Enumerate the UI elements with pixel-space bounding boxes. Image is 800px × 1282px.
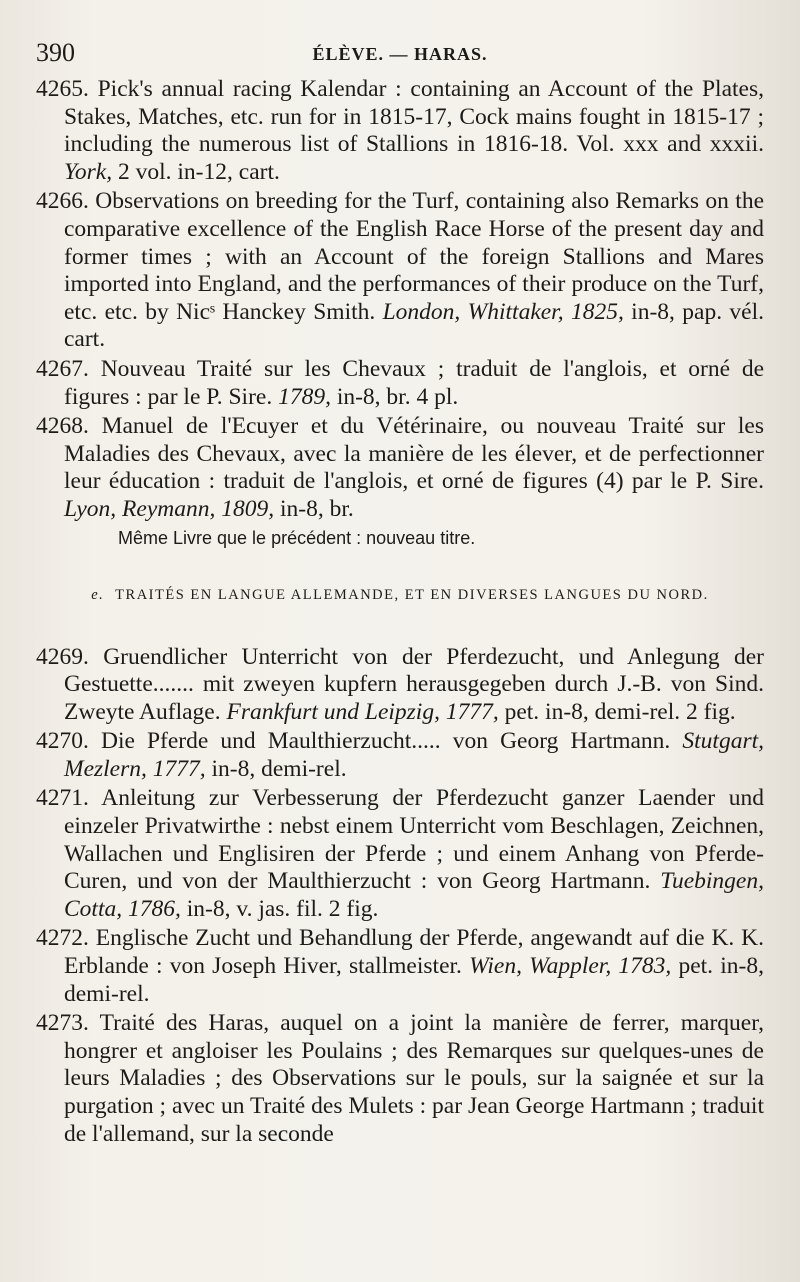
entry-format: pet. in-8, demi-rel. 2 fig. [498, 698, 736, 725]
entry-text: Traité des Haras, auquel on a joint la manière de ferrer, marquer, hongrer et angloiser les Poulains ; des Remarques sur quelques-unes de leurs Maladies ; des Observations sur le pouls, sur la saignée et sur la purgation ; avec un Traité des Mulets : par Jean George Hartmann ; traduit de l'allemand, sur la seconde [64, 1010, 764, 1147]
entry-imprint: Wien, Wappler, 1783, [469, 953, 672, 980]
entry-number: 4265. [36, 76, 89, 102]
entry-text: Pick's annual racing Kalendar : containing an Account of the Plates, Stakes, Matches, etc. run for in 1815-17, Cock mains fought in 1815-17 ; including the numerous list of Stallions in 1816-18. Vol. xxx and xxxii. [64, 76, 765, 158]
page-content [36, 76, 764, 1150]
catalog-entry [36, 188, 764, 354]
catalog-entry [36, 785, 764, 923]
catalog-entry [36, 925, 764, 1008]
entry-format: 2 vol. in-12, cart. [112, 158, 280, 185]
entry-text: Observations on breeding for the Turf, containing also Remarks on the comparative excellence of the English Race Horse of the present day and former times ; with an Account of the foreign Stallions and Mares imported into England, and the performances of their produce on the Turf, etc. etc. by Nicˢ Hanckey Smith. [64, 188, 764, 325]
entry-number: 4266. [36, 188, 89, 215]
entry-text: Gruendlicher Unterricht von der Pferdezucht, und Anlegung der Gestuette....... mit zweyen kupfern herausgegeben durch J.-B. von Sind. Zweyte Auflage. [64, 643, 764, 725]
entry-format: in-8, br. [274, 495, 354, 522]
entry-format: pet. in-8, demi-rel. [64, 953, 764, 1007]
entry-format: in-8, br. 4 pl. [330, 383, 459, 410]
catalog-entry [36, 76, 764, 186]
entry-imprint: Tuebingen, Cotta, 1786, [64, 868, 764, 922]
entry-number: 4269. [36, 643, 89, 670]
catalog-entry [36, 1010, 764, 1148]
entry-format: in-8, v. jas. fil. 2 fig. [180, 895, 379, 922]
page-header [36, 38, 764, 68]
entry-text: Anleitung zur Verbesserung der Pferdezucht ganzer Laender und einzeler Privatwirthe : nebst einem Unterricht vom Beschlagen, Zeichnen, Wallachen und Englisiren der Pferde ; und einem Anhang von Pferde-Curen, und von der Maulthierzucht : von Georg Hartmann. [64, 785, 764, 895]
note-line: Même Livre que le précédent : nouveau titre. [118, 527, 476, 548]
entry-text: Nouveau Traité sur les Chevaux ; traduit de l'anglois, et orné de figures : par le P. Sire. [64, 355, 765, 410]
entry-imprint: Frankfurt und Leipzig, 1777, [226, 698, 499, 725]
entry-number: 4268. [36, 413, 89, 440]
entries-before [36, 76, 764, 524]
entry-number: 4272. [36, 925, 89, 952]
entry-format: in-8, demi-rel. [205, 755, 347, 782]
entry-number: 4271. [36, 785, 89, 812]
entry-number: 4270. [36, 728, 89, 755]
entry-text: Die Pferde und Maulthierzucht..... von Georg Hartmann. [100, 728, 683, 755]
running-head: ÉLÈVE. — HARAS. [312, 44, 488, 64]
catalog-entry [36, 728, 764, 783]
page-number: 390 [36, 38, 75, 67]
section-letter: e. [91, 586, 105, 603]
entry-imprint: Lyon, Reymann, 1809, [64, 495, 275, 522]
entry-number: 4267. [36, 355, 89, 382]
entry-text: Englische Zucht und Behandlung der Pferde, angewandt auf die K. K. Erblande : von Joseph Hiver, stallmeister. [64, 925, 764, 980]
entry-text: Manuel de l'Ecuyer et du Vétérinaire, ou nouveau Traité sur les Maladies des Chevaux, avec la manière de les élever, et de perfectionner leur éducation : traduit de l'anglois, et orné de figures (4) par le P. Sire. [64, 413, 764, 495]
entry-imprint: York, [64, 158, 113, 185]
catalog-entry [36, 413, 764, 523]
catalog-entry [36, 356, 764, 411]
entry-number: 4273. [36, 1010, 89, 1037]
section-title [36, 587, 764, 604]
catalog-entry [36, 644, 764, 727]
entry-imprint: 1789, [278, 383, 331, 410]
entry-format: in-8, pap. vél. cart. [64, 298, 765, 353]
section-title-text: TRAITÉS EN LANGUE ALLEMANDE, ET EN DIVERSES LANGUES DU NORD. [115, 586, 709, 603]
entry-imprint: London, Whittaker, 1825, [382, 298, 624, 325]
entries-after [36, 644, 764, 1149]
entry-imprint: Stutgart, Mezlern, 1777, [64, 728, 765, 782]
